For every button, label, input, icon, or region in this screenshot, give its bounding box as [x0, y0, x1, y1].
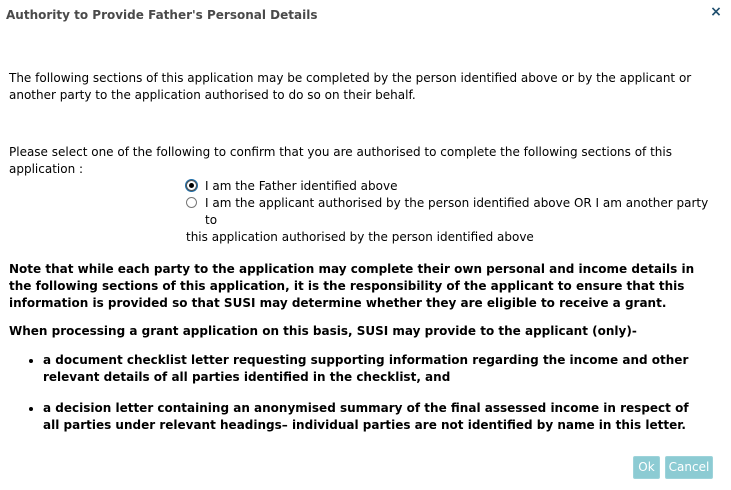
- list-item: [9, 352, 709, 386]
- bullet-list: [9, 352, 709, 448]
- bullet-icon: [29, 407, 33, 411]
- authority-radio-group: [186, 178, 716, 246]
- close-icon[interactable]: ×: [710, 4, 722, 20]
- ok-button[interactable]: Ok: [633, 456, 660, 479]
- radio-option-applicant[interactable]: [186, 195, 716, 246]
- intro-text: The following sections of this application may be completed by the person identified above or by the applicant or another party to the application authorised to do so on their behalf.: [9, 71, 692, 102]
- note-text: Note that while each party to the application may complete their own personal and income details in the following sections of this application, it is the responsibility of the applicant to ensure that this information is provided so that SUSI may determine whether they are eligible to receive a grant.: [9, 262, 695, 310]
- radio-button-father[interactable]: [186, 180, 197, 191]
- bullet-text: a document checklist letter requesting supporting information regarding the income and other relevant details of all parties identified in the checklist, and: [43, 353, 689, 384]
- dialog-title: Authority to Provide Father's Personal Details: [6, 8, 318, 22]
- list-item: [9, 400, 709, 434]
- when-processing-text: When processing a grant application on this basis, SUSI may provide to the applicant (only)-: [9, 324, 637, 338]
- radio-button-applicant[interactable]: [186, 197, 197, 208]
- radio-label-applicant-line1: I am the applicant authorised by the person identified above OR I am another party to: [205, 196, 709, 227]
- dialog-title-bar: [0, 0, 731, 32]
- select-prompt: Please select one of the following to confirm that you are authorised to complete the following sections of this application :: [9, 145, 672, 176]
- cancel-button[interactable]: Cancel: [665, 456, 713, 479]
- bullet-text: a decision letter containing an anonymised summary of the final assessed income in respect of all parties under relevant headings– individual parties are not identified by name in this letter.: [43, 401, 689, 432]
- radio-option-father[interactable]: [186, 178, 716, 195]
- radio-label-father: I am the Father identified above: [205, 179, 398, 193]
- bullet-icon: [29, 359, 33, 363]
- radio-label-applicant-line2: this application authorised by the person identified above: [186, 230, 534, 244]
